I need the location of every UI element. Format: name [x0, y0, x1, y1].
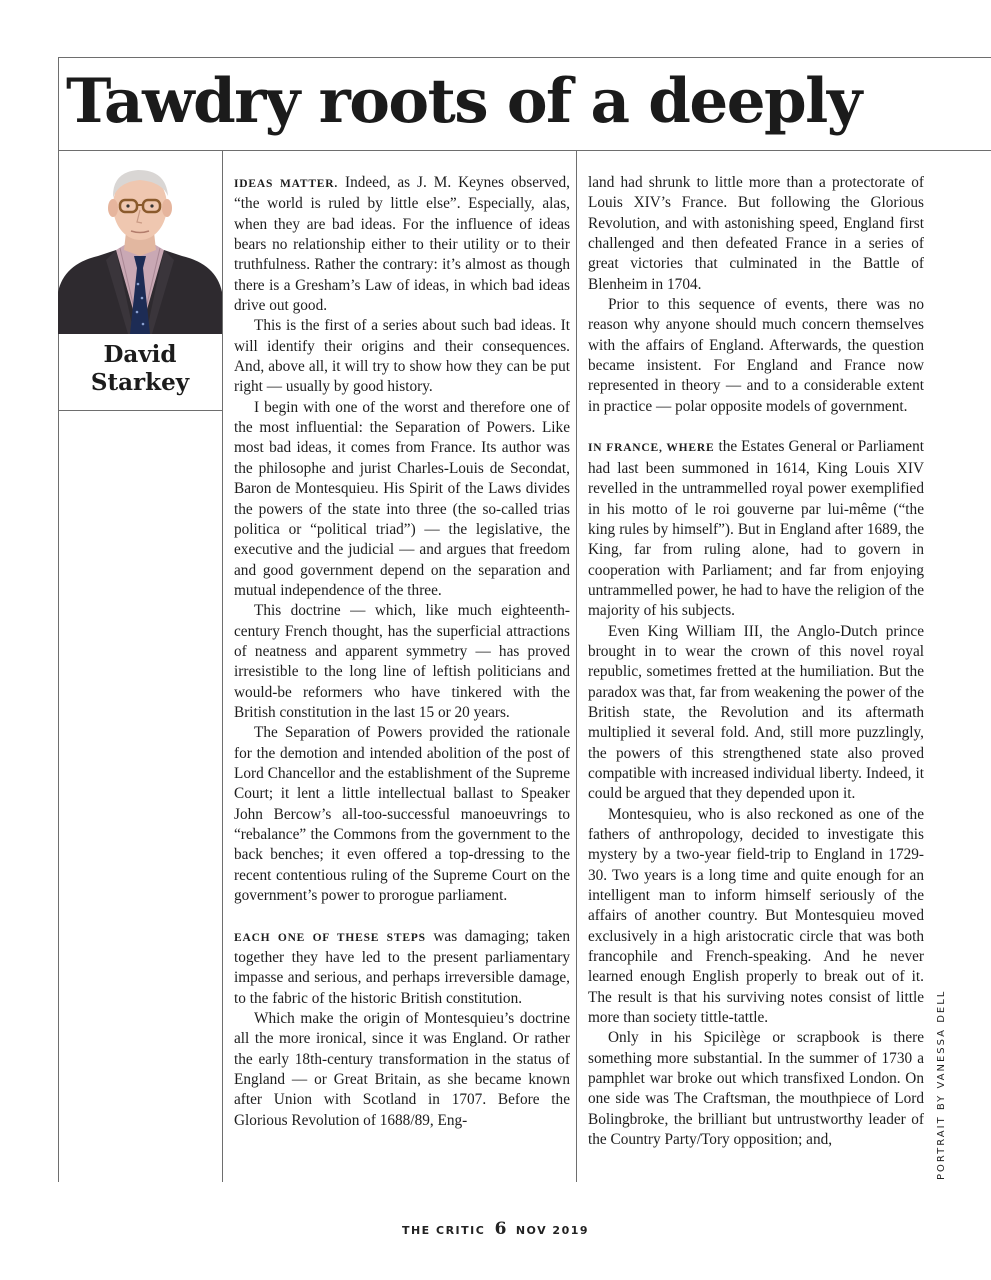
page-footer: [0, 1219, 991, 1239]
column-rule-2: [576, 150, 577, 1182]
footer-publication: THE CRITIC: [401, 1224, 486, 1237]
headline-left-rule: [58, 57, 59, 150]
paragraph: land had shrunk to little more than a protectorate of Louis XIV’s France. But following the Glorious Revolution, and with astonishing speed, England first challenged and then defeated France in a series of great victories that culminated in the Battle of Blenheim in 1704.: [588, 174, 924, 293]
paragraph: IN FRANCE, WHERE the Estates General or Parliament had last been summoned in 1614, King Louis XIV revelled in the untrammelled royal power exemplified in his motto of le roi gouverne par lui-même (“the king rules by himself”). But in England after 1689, the King, far from ruling alone, had to govern in cooperation with Parliament; and far from enjoying untrammelled power, he had to have the religion of the majority of his subjects.: [588, 438, 924, 620]
paragraph: Montesquieu, who is also reckoned as one of the fathers of anthropology, decided to investigate this mystery by a two-year field-trip to England in 1729-30. Two years is a long time and quite enough for an intelligent man to inform himself seriously of the affairs of another country. But Montesquieu moved exclusively in a high aristocratic circle that was both francophile and French-speaking. And he never learned enough English properly to break out of it. The result is that his surviving notes consist of little more than society tittle-tattle.: [588, 805, 924, 1027]
footer-date: NOV 2019: [515, 1224, 590, 1237]
paragraph: I begin with one of the worst and therefore one of the most influential: the Separation of Powers. Like most bad ideas, it comes from France. Its author was the philosophe and jurist Charles-Louis de Secondat, Baron de Montesquieu. His Spirit of the Laws divides the powers of the state into three (the so-called trias politica or “political triad”) — the legislative, the executive and the judicial — and argues that freedom and good government depend on the separation and mutual independence of the three.: [234, 398, 570, 599]
portrait-credit: PORTRAIT BY VANESSA DELL: [936, 989, 947, 1180]
top-rule: [58, 57, 991, 58]
paragraph: This is the first of a series about such bad ideas. It will identify their origins and their consequences. And, above all, it will try to show how they can be put right — usually by good history.: [234, 317, 570, 396]
paragraph: The Separation of Powers provided the rationale for the demotion and intended abolition of the post of Lord Chancellor and the establishment of the Supreme Court; it lent a little intellectual ballast to Speaker John Bercow’s all-too-successful manoeuvrings to “rebalance” the Commons from the government to the back benches; it even offered a top-dressing to the recent contentious ruling of the Supreme Court on the government’s power to prorogue parliament.: [234, 724, 570, 905]
paragraph: IDEAS MATTER. Indeed, as J. M. Keynes observed, “the world is ruled by little else”. Especially, alas, when they are bad ideas. For the influence of ideas bears no relationship either to their utility or to their truthfulness. Rather the contrary: it’s almost as though there is a Gresham’s Law of ideas, in which bad ideas drive out good.: [234, 174, 570, 315]
lead-in: IDEAS MATTER.: [234, 178, 339, 190]
page-number: 6: [494, 1219, 507, 1239]
author-box-bottom-rule: [58, 410, 222, 411]
headline: Tawdry roots of a deeply: [66, 66, 861, 137]
paragraph: EACH ONE OF THESE STEPS was damaging; taken together they have led to the present parliamentary impasse and serious, and perhaps irreversible damage, to the fabric of the historic British constitution.: [234, 927, 570, 1007]
paragraph: Which make the origin of Montesquieu’s doctrine all the more ironical, since it was England. Or rather the early 18th-century transformation in the status of England — or Great Britain, as she became known after Union with Scotland in 1707. Before the Glorious Revolution of 1688/89, Eng-: [234, 1010, 570, 1129]
paragraph: Even King William III, the Anglo-Dutch prince brought in to wear the crown of this novel royal republic, sometimes fretted at the humiliation. But the paradox was that, far from weakening the power of the British state, the Revolution and its aftermath multiplied it several fold. And, still more puzzlingly, the powers of this strengthened state also proved compatible with increased individual liberty. Indeed, it could be argued that they depended upon it.: [588, 622, 924, 803]
article-column-2: [588, 173, 924, 1151]
author-portrait: [58, 152, 222, 334]
article-column-1: [234, 173, 570, 1131]
paragraph: Prior to this sequence of events, there was no reason why anyone should much concern themselves with the affairs of England. Afterwards, the question became insistent. For England and France now represented in theory — and to a considerable extent in practice — polar opposite models of government.: [588, 296, 924, 415]
lead-in: IN FRANCE, WHERE: [588, 442, 715, 455]
paragraph: Only in his Spicilège or scrapbook is there something more substantial. In the summer of 1730 a pamphlet war broke out which transfixed London. On one side was The Craftsman, the mouthpiece of Lord Bolingbroke, the brilliant but untrustworthy leader of the Country Party/Tory opposition; and,: [588, 1029, 924, 1149]
lead-in: EACH ONE OF THESE STEPS: [234, 931, 426, 944]
author-name: David Starkey: [90, 341, 190, 396]
paragraph: This doctrine — which, like much eighteenth-century French thought, has the superficial attractions of neatness and apparent symmetry — has proved irresistible to the long line of leftish politicians and would-be reformers who have tinkered with the British constitution in the last 15 or 20 years.: [234, 602, 570, 721]
column-rule-1: [222, 150, 223, 1182]
headline-bottom-rule: [58, 150, 991, 151]
